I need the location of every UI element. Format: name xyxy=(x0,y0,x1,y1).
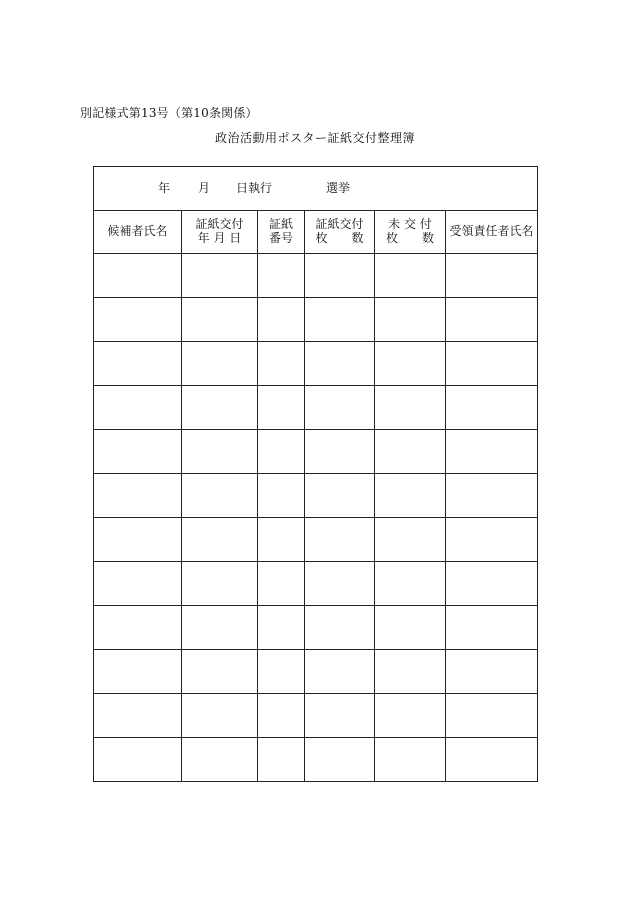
recipient-name-cell[interactable] xyxy=(446,254,538,298)
issued-count-cell[interactable] xyxy=(305,298,375,342)
unissued-count-cell[interactable] xyxy=(375,342,446,386)
table-row xyxy=(94,342,538,386)
recipient-name-cell[interactable] xyxy=(446,386,538,430)
candidate-name-cell[interactable] xyxy=(94,650,182,694)
issued-count-cell[interactable] xyxy=(305,474,375,518)
header-issued-count: 証紙交付 枚 数 xyxy=(305,211,375,254)
election-label: 選挙 xyxy=(326,180,351,195)
recipient-name-cell[interactable] xyxy=(446,562,538,606)
header-candidate-name: 候補者氏名 xyxy=(94,211,182,254)
unissued-count-cell[interactable] xyxy=(375,386,446,430)
table-row xyxy=(94,738,538,782)
issued-count-cell[interactable] xyxy=(305,386,375,430)
recipient-name-cell[interactable] xyxy=(446,342,538,386)
recipient-name-cell[interactable] xyxy=(446,518,538,562)
table-row xyxy=(94,694,538,738)
stamp-number-cell[interactable] xyxy=(258,430,305,474)
recipient-name-cell[interactable] xyxy=(446,694,538,738)
table-row xyxy=(94,386,538,430)
stamp-number-cell[interactable] xyxy=(258,298,305,342)
stamp-number-cell[interactable] xyxy=(258,518,305,562)
header-stamp-number: 証紙 番号 xyxy=(258,211,305,254)
table-row xyxy=(94,298,538,342)
issue-date-cell[interactable] xyxy=(182,474,258,518)
issue-date-cell[interactable] xyxy=(182,518,258,562)
table-row xyxy=(94,254,538,298)
unissued-count-cell[interactable] xyxy=(375,518,446,562)
recipient-name-cell[interactable] xyxy=(446,650,538,694)
stamp-number-cell[interactable] xyxy=(258,738,305,782)
issue-date-cell[interactable] xyxy=(182,430,258,474)
candidate-name-cell[interactable] xyxy=(94,694,182,738)
issued-count-cell[interactable] xyxy=(305,430,375,474)
table-row xyxy=(94,474,538,518)
recipient-name-cell[interactable] xyxy=(446,430,538,474)
candidate-name-cell[interactable] xyxy=(94,738,182,782)
header-unissued-count: 未 交 付 枚 数 xyxy=(375,211,446,254)
stamp-number-cell[interactable] xyxy=(258,694,305,738)
candidate-name-cell[interactable] xyxy=(94,254,182,298)
unissued-count-cell[interactable] xyxy=(375,474,446,518)
candidate-name-cell[interactable] xyxy=(94,386,182,430)
stamp-number-cell[interactable] xyxy=(258,342,305,386)
unissued-count-cell[interactable] xyxy=(375,606,446,650)
stamp-number-cell[interactable] xyxy=(258,650,305,694)
issued-count-cell[interactable] xyxy=(305,738,375,782)
unissued-count-cell[interactable] xyxy=(375,430,446,474)
candidate-name-cell[interactable] xyxy=(94,562,182,606)
issued-count-cell[interactable] xyxy=(305,650,375,694)
candidate-name-cell[interactable] xyxy=(94,298,182,342)
issued-count-cell[interactable] xyxy=(305,562,375,606)
recipient-name-cell[interactable] xyxy=(446,738,538,782)
table-row xyxy=(94,430,538,474)
election-row xyxy=(94,167,538,211)
ledger-table xyxy=(93,166,538,782)
stamp-number-cell[interactable] xyxy=(258,254,305,298)
candidate-name-cell[interactable] xyxy=(94,606,182,650)
stamp-number-cell[interactable] xyxy=(258,474,305,518)
issue-date-cell[interactable] xyxy=(182,738,258,782)
issue-date-cell[interactable] xyxy=(182,298,258,342)
unissued-count-cell[interactable] xyxy=(375,298,446,342)
candidate-name-cell[interactable] xyxy=(94,430,182,474)
unissued-count-cell[interactable] xyxy=(375,738,446,782)
issued-count-cell[interactable] xyxy=(305,254,375,298)
execution-date-label: 日執行 xyxy=(236,180,273,195)
header-row xyxy=(94,211,538,254)
month-label: 月 xyxy=(198,180,211,195)
year-label: 年 xyxy=(158,180,171,195)
unissued-count-cell[interactable] xyxy=(375,562,446,606)
stamp-number-cell[interactable] xyxy=(258,386,305,430)
election-cell xyxy=(94,167,538,211)
issued-count-cell[interactable] xyxy=(305,606,375,650)
issue-date-cell[interactable] xyxy=(182,694,258,738)
unissued-count-cell[interactable] xyxy=(375,650,446,694)
header-issue-date: 証紙交付 年 月 日 xyxy=(182,211,258,254)
issue-date-cell[interactable] xyxy=(182,254,258,298)
candidate-name-cell[interactable] xyxy=(94,474,182,518)
document-title: 政治活動用ポスター証紙交付整理簿 xyxy=(214,131,415,145)
issue-date-cell[interactable] xyxy=(182,386,258,430)
stamp-number-cell[interactable] xyxy=(258,606,305,650)
issue-date-cell[interactable] xyxy=(182,650,258,694)
recipient-name-cell[interactable] xyxy=(446,298,538,342)
issued-count-cell[interactable] xyxy=(305,342,375,386)
issue-date-cell[interactable] xyxy=(182,562,258,606)
table-row xyxy=(94,650,538,694)
recipient-name-cell[interactable] xyxy=(446,606,538,650)
unissued-count-cell[interactable] xyxy=(375,694,446,738)
table-row xyxy=(94,606,538,650)
table-row xyxy=(94,562,538,606)
candidate-name-cell[interactable] xyxy=(94,342,182,386)
stamp-number-cell[interactable] xyxy=(258,562,305,606)
candidate-name-cell[interactable] xyxy=(94,518,182,562)
recipient-name-cell[interactable] xyxy=(446,474,538,518)
form-number: 別記様式第13号（第10条関係） xyxy=(80,106,258,120)
table-row xyxy=(94,518,538,562)
issued-count-cell[interactable] xyxy=(305,518,375,562)
unissued-count-cell[interactable] xyxy=(375,254,446,298)
header-recipient-name: 受領責任者氏名 xyxy=(446,211,538,254)
issue-date-cell[interactable] xyxy=(182,606,258,650)
issued-count-cell[interactable] xyxy=(305,694,375,738)
issue-date-cell[interactable] xyxy=(182,342,258,386)
